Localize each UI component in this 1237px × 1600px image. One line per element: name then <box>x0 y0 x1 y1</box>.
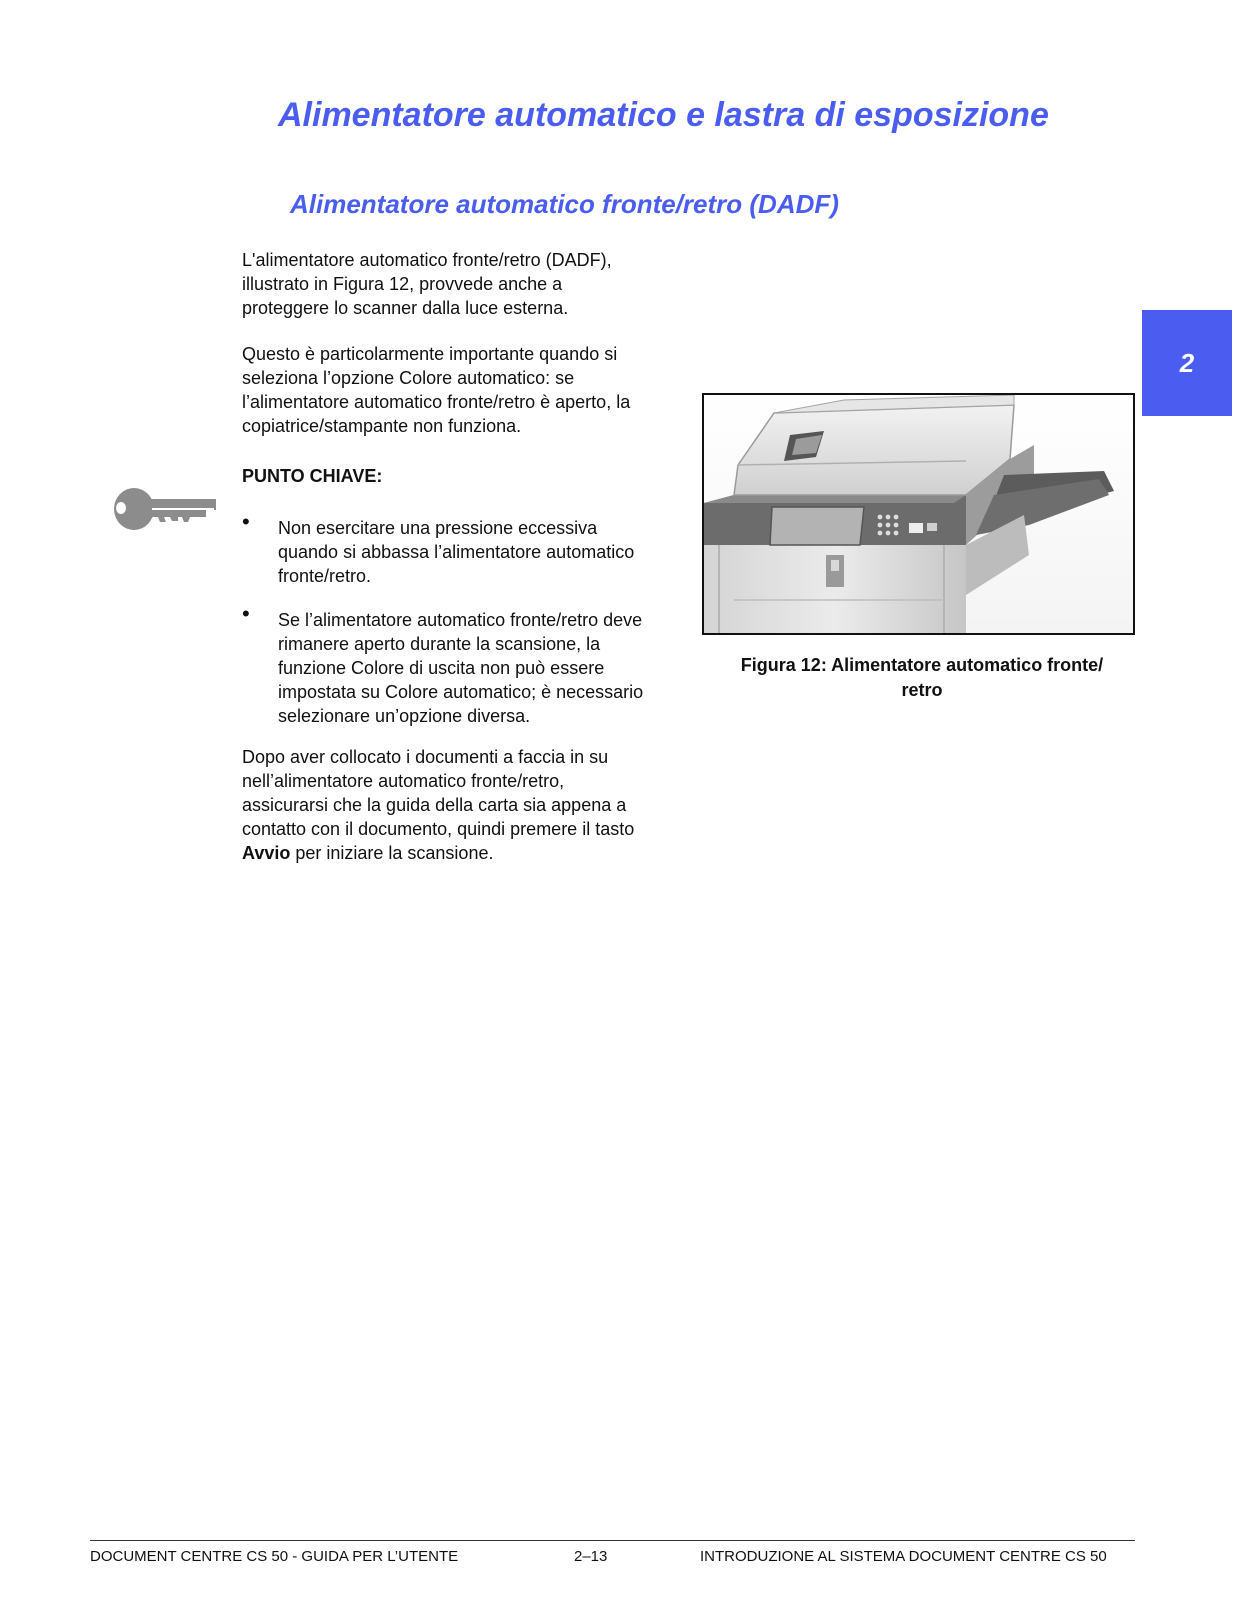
bullet-item <box>242 509 692 588</box>
start-key-name: Avvio <box>242 843 291 863</box>
page-title: Alimentatore automatico e lastra di esposizione <box>278 96 1049 134</box>
footer-left: DOCUMENT CENTRE CS 50 - GUIDA PER L’UTENTE <box>90 1548 459 1565</box>
footer-right: INTRODUZIONE AL SISTEMA DOCUMENT CENTRE CS 50 <box>700 1548 1107 1565</box>
figure-dadf-photo <box>702 393 1135 635</box>
bullet-dot: • <box>242 601 250 626</box>
bullet-text: Non esercitare una pressione eccessiva quando si abbassa l’alimentatore automatico fronte/retro. <box>278 518 635 586</box>
paragraph-closing <box>242 745 692 865</box>
bullet-dot: • <box>242 509 250 534</box>
paragraph-intro <box>242 248 692 320</box>
copier-illustration <box>704 395 1133 633</box>
chapter-tab <box>1142 310 1232 416</box>
section-title: Alimentatore automatico fronte/retro (DADF) <box>290 189 839 219</box>
chapter-number: 2 <box>1179 347 1195 378</box>
page-number: 2–13 <box>574 1548 608 1565</box>
closing-text-end: per iniziare la scansione. <box>290 843 494 863</box>
paragraph-colour <box>242 342 692 438</box>
footer-divider <box>90 1540 1135 1541</box>
key-icon <box>112 484 217 534</box>
bullet-item <box>242 601 692 728</box>
paragraph-text <box>242 745 692 865</box>
key-point-label: PUNTO CHIAVE: <box>242 466 383 486</box>
bullet-text: Se l’alimentatore automatico fronte/retro deve rimanere aperto durante la scansione, la funzione Colore di uscita non può essere impostata su Colore automatico; è necessario selezionare un’opzione diversa. <box>278 610 644 726</box>
figure-caption: Figura 12: Alimentatore automatico fronte/ retro <box>740 655 1104 700</box>
paragraph-text: L'alimentatore automatico fronte/retro (DADF), illustrato in Figura 12, provvede anche a proteggere lo scanner dalla luce esterna. <box>242 250 612 318</box>
closing-text: Dopo aver collocato i documenti a faccia in su nell’alimentatore automatico fronte/retro, assicurarsi che la guida della carta sia appena a contatto con il documento, quindi premere il tasto <box>242 747 635 839</box>
paragraph-text: Questo è particolarmente importante quando si seleziona l’opzione Colore automatico: se l’alimentatore automatico fronte/retro è aperto, la copiatrice/stampante non funziona. <box>242 344 631 436</box>
